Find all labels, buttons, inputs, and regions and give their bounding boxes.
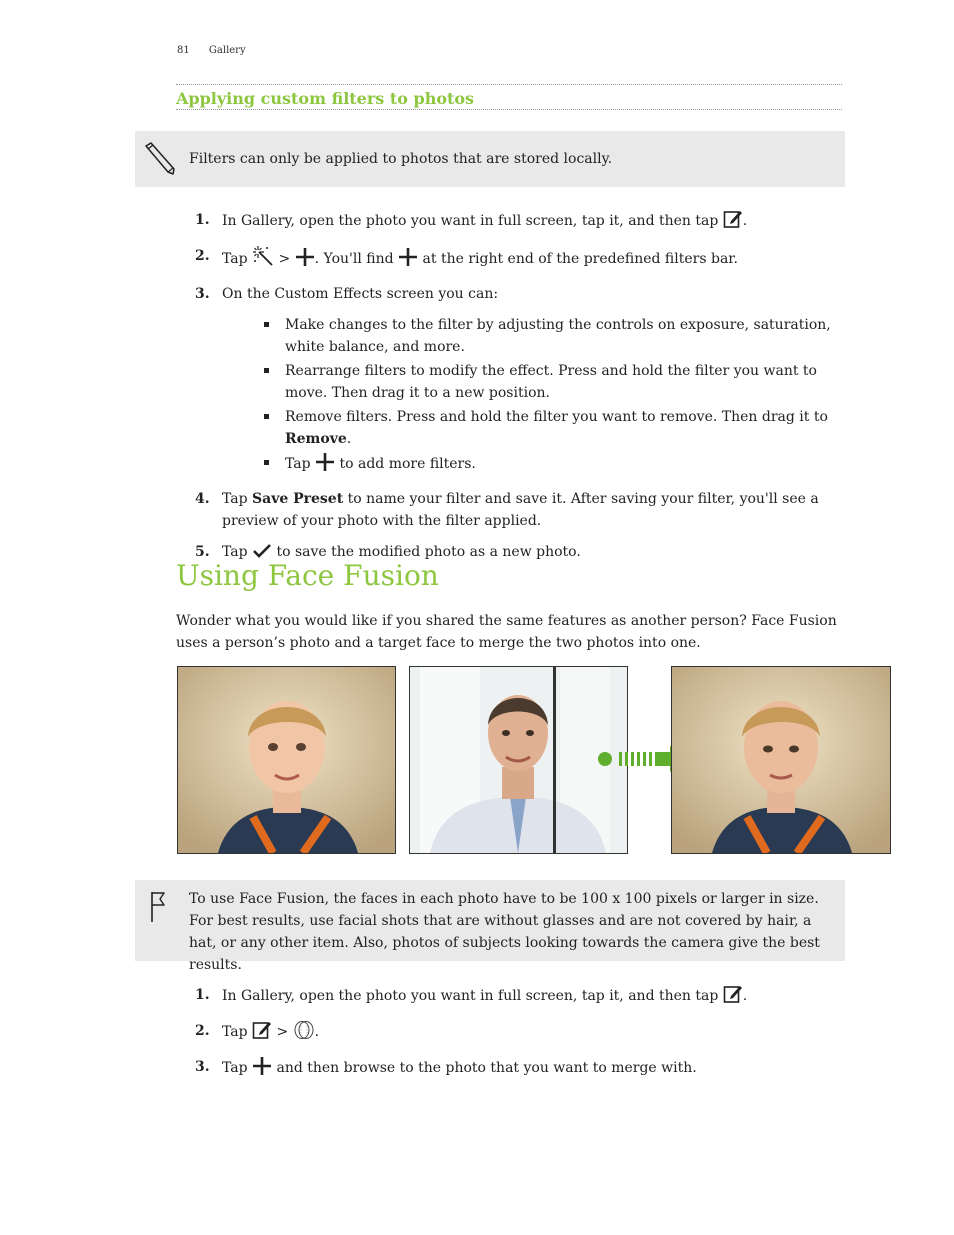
plus-icon: [295, 247, 315, 274]
flag-icon: [147, 890, 169, 931]
edit-icon: [723, 984, 743, 1011]
note-text: To use Face Fusion, the faces in each photo have to be 100 x 100 pixels or larger in size. For best results, use facial shots that are without glasses and are not covered by hair, a hat, or any other item. Also, photos of subjects looking towards the camera give the best results.: [189, 891, 820, 973]
subheading-title: Applying custom filters to photos: [176, 89, 475, 108]
plus-icon: [398, 247, 418, 274]
magic-wand-icon: [252, 245, 274, 274]
note-box: [135, 131, 845, 187]
edit-icon: [252, 1020, 272, 1047]
list-item: 3. Tap and then browse to the photo that you want to merge with.: [195, 1056, 855, 1083]
section-name: Gallery: [208, 45, 246, 56]
fused-photo: [671, 666, 891, 854]
bullet-item: Tap to add more filters.: [258, 452, 855, 479]
intro-paragraph: Wonder what you would like if you shared the same features as another person? Face Fusion uses a person’s photo and a target face to merge the two photos into one.: [176, 613, 837, 651]
bullet-item: Remove filters. Press and hold the filter you want to remove. Then drag it to Remove.: [258, 406, 855, 450]
list-item: 1. In Gallery, open the photo you want in full screen, tap it, and then tap .: [195, 209, 855, 236]
plus-icon: [252, 1056, 272, 1083]
pencil-icon: [143, 141, 177, 182]
face-fusion-icon: [293, 1020, 315, 1047]
plus-icon: [315, 452, 335, 479]
child-photo: [177, 666, 396, 854]
filter-steps: [195, 209, 855, 576]
bullet-list: [258, 314, 855, 479]
face-fusion-steps: [195, 984, 855, 1092]
note-text: Filters can only be applied to photos that are stored locally.: [189, 151, 613, 167]
list-item: 3. On the Custom Effects screen you can: Make changes to the filter by adjusting the controls on exposure, saturation, white balance, and more. Rearrange filters to modify the effect. Press and hold the filter you want to move. Then drag it to a new position. Remove filters. Press and hold the filter you want to remove. Then drag it to Remove. Tap to add more filters.: [195, 283, 855, 479]
list-item: 1. In Gallery, open the photo you want in full screen, tap it, and then tap .: [195, 984, 855, 1011]
list-item: 2. Tap > . You'll find at the right end of the predefined filters bar.: [195, 245, 855, 274]
list-item: 5. Tap to save the modified photo as a new photo.: [195, 541, 855, 567]
bullet-item: Rearrange filters to modify the effect. Press and hold the filter you want to move. Then drag it to a new position.: [258, 360, 855, 404]
bullet-item: Make changes to the filter by adjusting the controls on exposure, saturation, white balance, and more.: [258, 314, 855, 358]
list-item: 4. Tap Save Preset to name your filter and save it. After saving your filter, you'll see a preview of your photo with the filter applied.: [195, 491, 819, 529]
page-number: 81: [177, 45, 190, 56]
subheading: [176, 84, 842, 110]
list-item: 2. Tap > .: [195, 1020, 855, 1047]
note-box: [135, 880, 845, 973]
page-header: [177, 45, 246, 56]
edit-icon: [723, 209, 743, 236]
section-title: Using Face Fusion: [176, 559, 439, 592]
